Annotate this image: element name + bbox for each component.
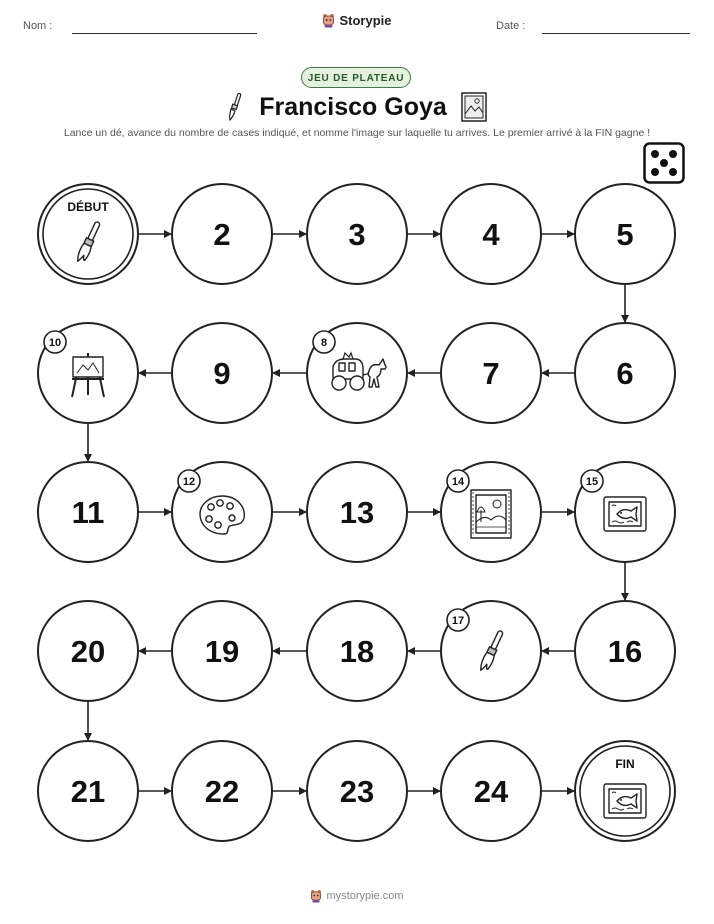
cell-number: 14 — [451, 476, 465, 488]
board-cell-16 — [575, 601, 675, 701]
board-cell-20 — [38, 601, 138, 701]
board-cell-7 — [441, 323, 541, 423]
cell-number: 24 — [473, 774, 509, 809]
cell-number: 9 — [213, 356, 231, 391]
cell-number: 19 — [204, 634, 240, 669]
storypie-logo-icon — [310, 889, 322, 903]
game-type-badge: JEU DE PLATEAU — [301, 67, 411, 88]
title-text: Francisco Goya — [259, 92, 447, 121]
date-label: Date : — [496, 20, 526, 32]
board-cell-14 — [441, 462, 541, 562]
fish-painting-icon — [604, 784, 646, 818]
cell-number: 13 — [339, 495, 375, 530]
instructions: Lance un dé, avance du nombre de cases indiqué, et nomme l'image sur laquelle tu arrives. Le premier arrivé à la FIN gagne ! — [63, 127, 651, 139]
cell-number: 17 — [451, 615, 465, 627]
landscape-painting-icon — [471, 490, 511, 538]
cell-number: 18 — [339, 634, 375, 669]
footer-url: mystorypie.com — [326, 890, 404, 902]
cell-number: 8 — [320, 337, 328, 349]
name-label: Nom : — [23, 20, 53, 32]
board-cell-10 — [38, 323, 138, 423]
cell-number: 12 — [182, 476, 196, 488]
board-cell-24 — [441, 741, 541, 841]
cell-number: 23 — [339, 774, 375, 809]
board-cell-5 — [575, 184, 675, 284]
brand-name: Storypie — [339, 13, 392, 28]
board-cell-1 — [38, 184, 138, 284]
cell-number: 5 — [616, 217, 634, 252]
footer — [0, 889, 714, 906]
board-cell-6 — [575, 323, 675, 423]
cell-number: 3 — [348, 217, 366, 252]
board-cell-9 — [172, 323, 272, 423]
board-cell-25 — [575, 741, 675, 841]
cell-number: 6 — [616, 356, 634, 391]
fish-painting-icon — [604, 497, 646, 531]
board-cell-19 — [172, 601, 272, 701]
board-cell-13 — [307, 462, 407, 562]
board-cell-17 — [441, 601, 541, 701]
start-label: DÉBUT — [67, 200, 109, 214]
cell-number: 11 — [71, 495, 105, 530]
board-cell-8 — [307, 323, 407, 423]
cell-number: 2 — [213, 217, 231, 252]
board-cell-21 — [38, 741, 138, 841]
cell-number: 10 — [48, 337, 62, 349]
board-cell-18 — [307, 601, 407, 701]
board-cell-12 — [172, 462, 272, 562]
board-cell-23 — [307, 741, 407, 841]
board-cell-11 — [38, 462, 138, 562]
cell-number: 16 — [607, 634, 643, 669]
cell-number: 7 — [482, 356, 500, 391]
cell-number: 22 — [204, 774, 240, 809]
board-cell-22 — [172, 741, 272, 841]
cell-number: 15 — [585, 476, 599, 488]
board-cell-3 — [307, 184, 407, 284]
board-cell-4 — [441, 184, 541, 284]
finish-label: FIN — [615, 757, 635, 771]
board-cell-2 — [172, 184, 272, 284]
cell-number: 21 — [70, 774, 106, 809]
cell-number: 20 — [70, 634, 106, 669]
board-cell-15 — [575, 462, 675, 562]
cell-number: 4 — [482, 217, 500, 252]
